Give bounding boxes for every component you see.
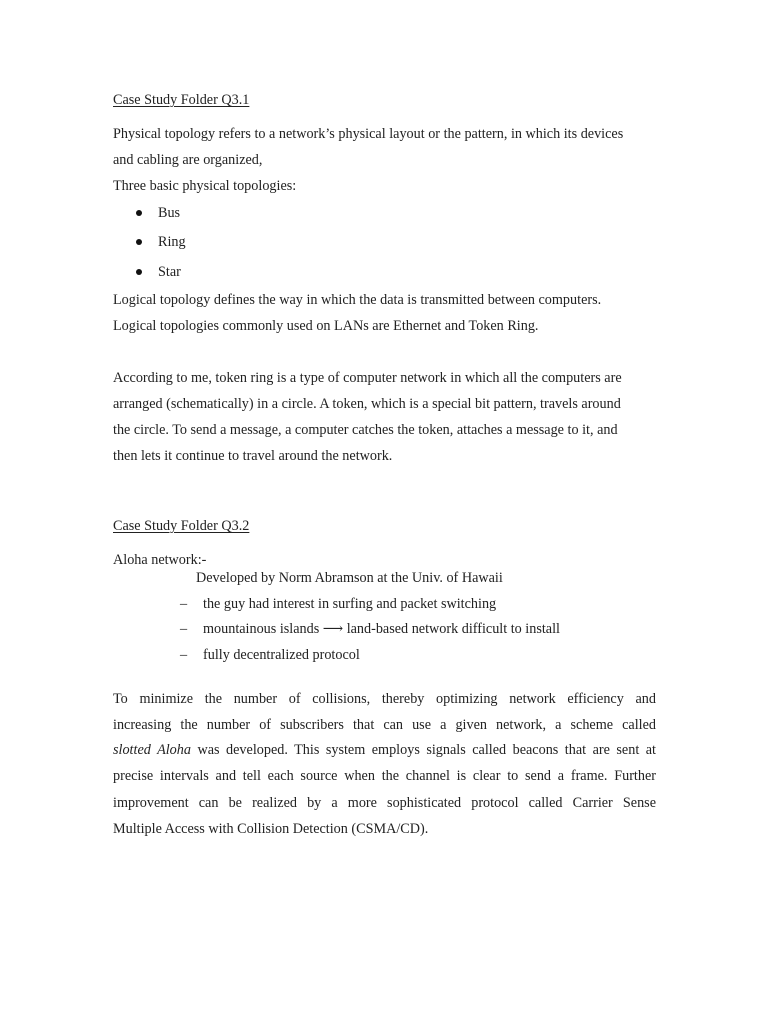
slotted-line-4: precise intervals and tell each source when the channel is clear to send a frame. Further [113,768,656,784]
section-heading-q3-2: Case Study Folder Q3.2 [113,518,250,534]
bullet-item-bus: Bus [158,205,181,221]
slotted-line-1: To minimize the number of collisions, thereby optimizing network efficiency and [113,691,656,707]
slotted-line-3 [113,741,656,759]
slotted-line-5: improvement can be realized by a more sophisticated protocol called Carrier Sense [113,795,656,811]
token-ring-line-3: the circle. To send a message, a computer catches the token, attaches a message to it, and [113,422,618,438]
physical-topology-line-1: Physical topology refers to a network’s physical layout or the pattern, in which its devices [113,126,624,142]
token-ring-line-4: then lets it continue to travel around the network. [113,448,393,464]
dash-marker: – [180,596,188,612]
logical-topology-line-1: Logical topology defines the way in which the data is transmitted between computers. [113,292,602,308]
topologies-intro: Three basic physical topologies: [113,178,297,194]
slotted-line-2: increasing the number of subscribers that can use a given network, a scheme called [113,717,656,733]
developed-by-line: Developed by Norm Abramson at the Univ. of Hawaii [196,570,503,586]
section-heading-q3-1: Case Study Folder Q3.1 [113,92,250,108]
dash-marker: – [180,647,188,663]
slotted-aloha-term: slotted Aloha [113,742,191,758]
slotted-line-3-rest: was developed. This system employs signals called beacons that are sent at [190,742,656,758]
dash-item-decentralized: fully decentralized protocol [203,647,360,663]
token-ring-line-1: According to me, token ring is a type of computer network in which all the computers are [113,370,622,386]
bullet-dot-icon [136,269,142,275]
bullet-item-star: Star [158,264,181,280]
bullet-dot-icon [136,210,142,216]
physical-topology-line-2: and cabling are organized, [113,152,263,168]
bullet-dot-icon [136,239,142,245]
logical-topology-line-2: Logical topologies commonly used on LANs are Ethernet and Token Ring. [113,318,539,334]
token-ring-line-2: arranged (schematically) in a circle. A token, which is a special bit pattern, travels around [113,396,621,412]
dash-marker: – [180,621,188,637]
dash-item-surfing: the guy had interest in surfing and packet switching [203,596,497,612]
dash-item-islands: mountainous islands ⟶ land-based network difficult to install [203,621,560,637]
aloha-label: Aloha network:- [113,552,207,568]
bullet-item-ring: Ring [158,234,186,250]
slotted-line-6: Multiple Access with Collision Detection (CSMA/CD). [113,821,429,837]
